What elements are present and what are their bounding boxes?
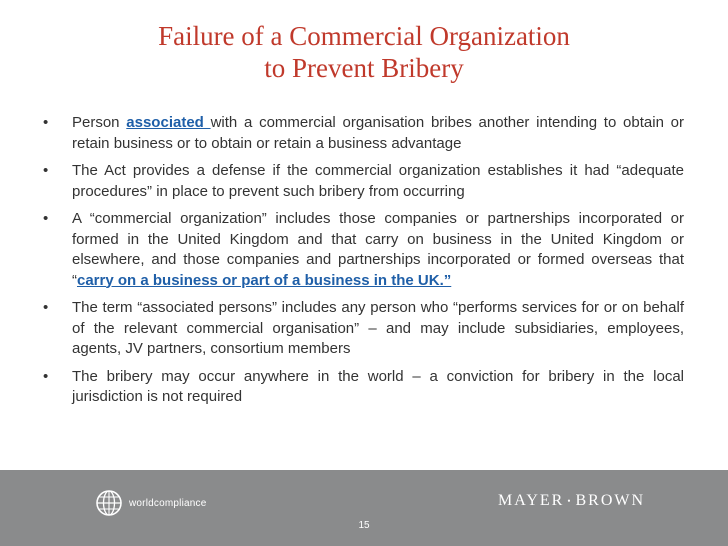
bullet-marker: • — [43, 299, 49, 316]
mayer-brown-logo-part2: BROWN — [575, 492, 646, 509]
page-number: 15 — [358, 520, 370, 531]
bullet-marker: • — [43, 114, 49, 131]
bullet-text: The Act provides a defense if the commercial organization establishes it had “adequate procedures” in place to prevent such bribery from occurring — [72, 162, 684, 200]
slide-title-line-1: Failure of a Commercial Organization — [158, 21, 570, 51]
bullet-text: with a commercial organisation bribes another intending to obtain or retain business or to obtain or retain a business advantage — [72, 114, 684, 152]
slide-title — [60, 20, 668, 84]
bullet-item — [40, 113, 684, 154]
bullet-item — [40, 367, 684, 408]
bullet-item — [40, 209, 684, 291]
bullet-text: A “commercial organization” includes those companies or partnerships incorporated or formed in the United Kingdom and that carry on business in the United Kingdom or elsewhere, and those companies and partnerships incorporated or formed overseas that “ — [72, 210, 684, 289]
slide-title-line-2: to Prevent Bribery — [264, 53, 464, 83]
bullet-marker: • — [43, 162, 49, 179]
bullet-item — [40, 161, 684, 202]
bullet-text: The bribery may occur anywhere in the world – a conviction for bribery in the local jurisdiction is not required — [72, 367, 684, 405]
worldcompliance-logo-text: worldcompliance — [129, 497, 207, 509]
carry-on-business-link[interactable]: carry on a business or part of a business in the UK.” — [77, 271, 452, 289]
bullet-text: Person — [72, 114, 127, 131]
globe-icon — [95, 489, 123, 517]
mayer-brown-logo-part1: MAYER — [498, 492, 565, 509]
footer-bar — [0, 470, 728, 546]
mayer-brown-logo — [498, 492, 645, 510]
bullet-item — [40, 298, 684, 360]
worldcompliance-logo — [95, 490, 206, 516]
bullet-text: The term “associated persons” includes any person who “performs services for or on behalf of the relevant commercial organisation” – and may include subsidiaries, employees, agents, JV partners, consortium members — [72, 299, 684, 357]
associated-link[interactable]: associated — [126, 114, 211, 131]
bullet-marker: • — [43, 210, 49, 227]
bullet-marker: • — [43, 367, 49, 385]
mayer-brown-logo-separator: • — [567, 496, 573, 507]
bullet-list — [40, 113, 684, 415]
